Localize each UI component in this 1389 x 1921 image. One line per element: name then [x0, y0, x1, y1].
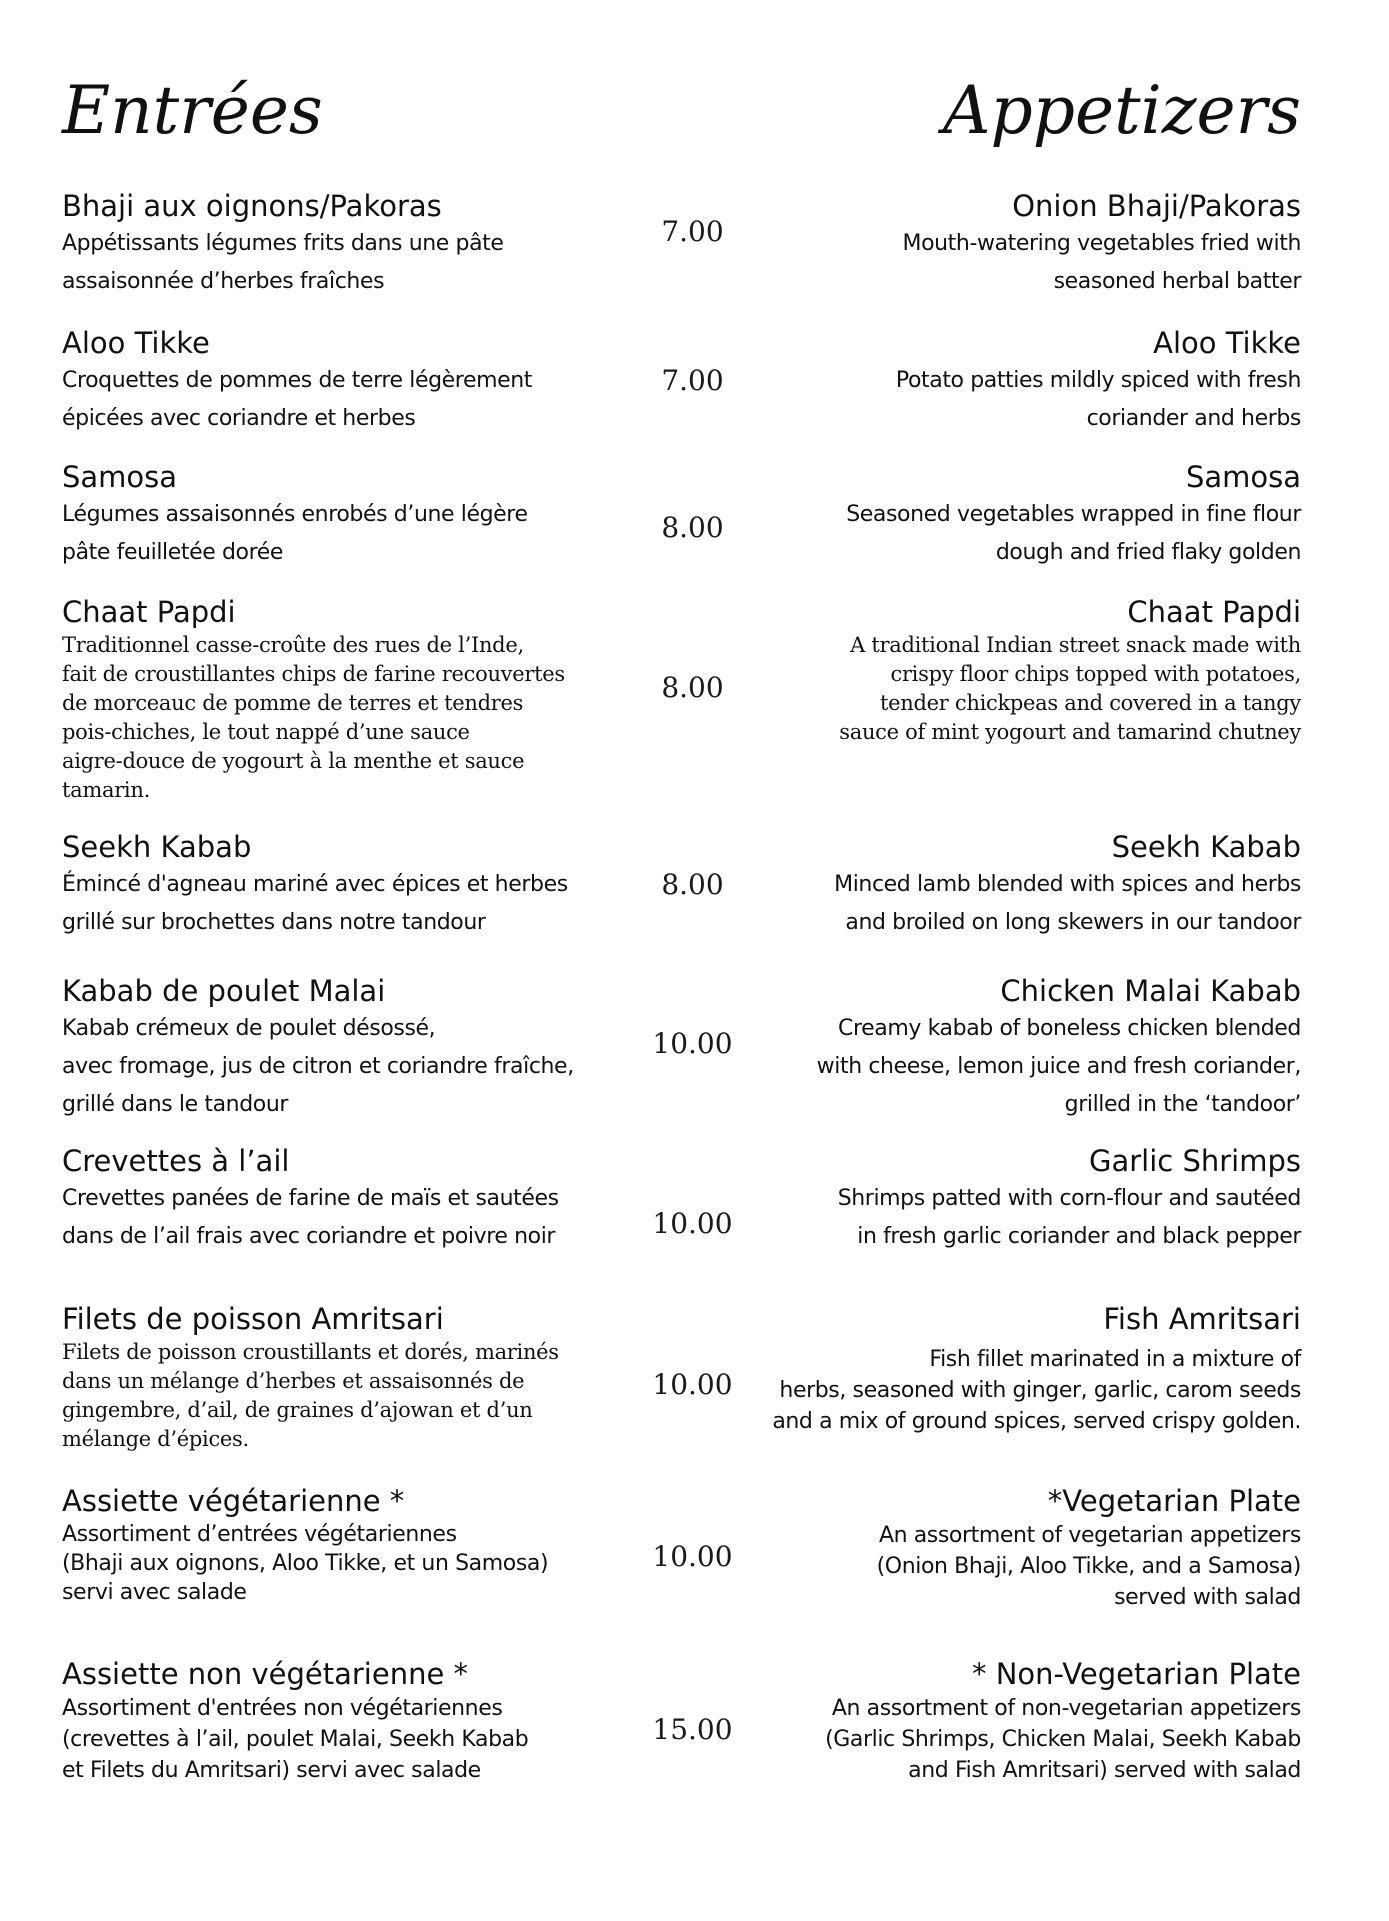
- description-line: crispy floor chips topped with potatoes,: [890, 662, 1301, 686]
- description-line: Potato patties mildly spiced with fresh: [895, 368, 1301, 393]
- description-line: An assortment of non-vegetarian appetizers: [831, 1696, 1301, 1721]
- description-line: and Fish Amritsari) served with salad: [908, 1758, 1301, 1783]
- french-entry: [62, 458, 642, 572]
- french-item-name: Assiette végétarienne *: [62, 1484, 405, 1518]
- french-entry: [62, 593, 642, 805]
- english-entry: [741, 828, 1301, 942]
- french-item-description: [62, 631, 642, 805]
- english-entry: [741, 1142, 1301, 1256]
- french-item-name: Bhaji aux oignons/Pakoras: [62, 189, 442, 223]
- description-line: tender chickpeas and covered in a tangy: [880, 691, 1301, 715]
- description-line: et Filets du Amritsari) servi avec salade: [62, 1758, 481, 1783]
- item-price: 15.00: [652, 1713, 733, 1746]
- description-line: and broiled on long skewers in our tandoor: [845, 910, 1301, 935]
- french-entry: [62, 1142, 642, 1256]
- description-line: Shrimps patted with corn-flour and sautéed: [837, 1186, 1301, 1211]
- description-line: Traditionnel casse-croûte des rues de l’Inde,: [62, 633, 524, 657]
- description-line: Fish fillet marinated in a mixture of: [929, 1347, 1301, 1372]
- description-line: Assortiment d’entrées végétariennes: [62, 1522, 457, 1547]
- french-item-name: Assiette non végétarienne *: [62, 1657, 469, 1691]
- description-line: coriander and herbs: [1086, 406, 1301, 431]
- english-item-name: Chaat Papdi: [1127, 595, 1301, 629]
- french-item-description: [62, 1693, 642, 1786]
- english-entry: [741, 458, 1301, 572]
- english-entry: [741, 593, 1301, 747]
- french-item-description: [62, 1338, 642, 1454]
- description-line: assaisonnée d’herbes fraîches: [62, 269, 385, 294]
- description-line: avec fromage, jus de citron et coriandre fraîche,: [62, 1054, 574, 1079]
- french-item-description: [62, 1180, 642, 1256]
- description-line: mélange d’épices.: [62, 1427, 249, 1451]
- french-item-description: [62, 1010, 642, 1124]
- french-item-name: Samosa: [62, 460, 178, 494]
- item-price: 10.00: [652, 1207, 733, 1240]
- french-entry: [62, 972, 642, 1124]
- french-item-description: [62, 225, 642, 301]
- description-line: grillé dans le tandour: [62, 1092, 289, 1117]
- description-line: Crevettes panées de farine de maïs et sautées: [62, 1186, 559, 1211]
- description-line: Mouth-watering vegetables fried with: [902, 231, 1301, 256]
- description-line: seasoned herbal batter: [1053, 269, 1301, 294]
- french-entry: [62, 828, 642, 942]
- french-item-name: Chaat Papdi: [62, 595, 236, 629]
- description-line: Kabab crémeux de poulet désossé,: [62, 1016, 436, 1041]
- english-item-description: [741, 1010, 1301, 1124]
- description-line: dough and fried flaky golden: [995, 540, 1301, 565]
- header-entrees: Entrées: [62, 72, 323, 149]
- english-item-name: * Non-Vegetarian Plate: [972, 1657, 1301, 1691]
- description-line: Émincé d'agneau mariné avec épices et herbes: [62, 872, 568, 897]
- english-item-description: [741, 1180, 1301, 1256]
- french-item-name: Crevettes à l’ail: [62, 1144, 290, 1178]
- description-line: herbs, seasoned with ginger, garlic, carom seeds: [779, 1378, 1301, 1403]
- english-item-name: *Vegetarian Plate: [1047, 1484, 1301, 1518]
- english-item-name: Aloo Tikke: [1153, 326, 1301, 360]
- description-line: dans de l’ail frais avec coriandre et poivre noir: [62, 1224, 556, 1249]
- french-entry: [62, 324, 642, 438]
- description-line: (Garlic Shrimps, Chicken Malai, Seekh Kabab: [825, 1727, 1301, 1752]
- english-item-description: [741, 225, 1301, 301]
- english-item-name: Samosa: [1185, 460, 1301, 494]
- english-entry: [741, 324, 1301, 438]
- item-price: 7.00: [661, 215, 724, 248]
- description-line: Creamy kabab of boneless chicken blended: [838, 1016, 1301, 1041]
- french-item-name: Filets de poisson Amritsari: [62, 1302, 444, 1336]
- description-line: in fresh garlic coriander and black pepper: [857, 1224, 1301, 1249]
- description-line: Seasoned vegetables wrapped in fine flour: [846, 502, 1301, 527]
- french-item-name: Seekh Kabab: [62, 830, 252, 864]
- description-line: aigre-douce de yogourt à la menthe et sauce: [62, 749, 525, 773]
- french-entry: [62, 1482, 642, 1607]
- english-entry: [741, 1300, 1301, 1437]
- description-line: A traditional Indian street snack made with: [850, 633, 1301, 657]
- description-line: (Onion Bhaji, Aloo Tikke, and a Samosa): [876, 1554, 1301, 1579]
- english-entry: [741, 1482, 1301, 1613]
- description-line: Filets de poisson croustillants et dorés, marinés: [62, 1340, 559, 1364]
- description-line: An assortment of vegetarian appetizers: [878, 1523, 1301, 1548]
- english-item-description: [741, 362, 1301, 438]
- french-entry: [62, 187, 642, 301]
- description-line: pois-chiches, le tout nappé d’une sauce: [62, 720, 470, 744]
- french-entry: [62, 1655, 642, 1786]
- english-entry: [741, 972, 1301, 1124]
- description-line: Minced lamb blended with spices and herbs: [834, 872, 1301, 897]
- item-price: 10.00: [652, 1027, 733, 1060]
- description-line: pâte feuilletée dorée: [62, 540, 284, 565]
- french-item-description: [62, 362, 642, 438]
- english-item-name: Fish Amritsari: [1103, 1302, 1301, 1336]
- english-item-description: [741, 1693, 1301, 1786]
- french-entry: [62, 1300, 642, 1454]
- description-line: and a mix of ground spices, served crispy golden.: [772, 1409, 1301, 1434]
- english-entry: [741, 1655, 1301, 1786]
- english-item-description: [741, 866, 1301, 942]
- header-appetizers: Appetizers: [942, 72, 1301, 149]
- description-line: Assortiment d'entrées non végétariennes: [62, 1696, 503, 1721]
- description-line: dans un mélange d’herbes et assaisonnés de: [62, 1369, 525, 1393]
- description-line: gingembre, d’ail, de graines d’ajowan et d’un: [62, 1398, 533, 1422]
- description-line: Croquettes de pommes de terre légèrement: [62, 368, 533, 393]
- description-line: grillé sur brochettes dans notre tandour: [62, 910, 486, 935]
- item-price: 8.00: [661, 868, 724, 901]
- description-line: Légumes assaisonnés enrobés d’une légère: [62, 502, 528, 527]
- english-item-name: Onion Bhaji/Pakoras: [1012, 189, 1301, 223]
- item-price: 8.00: [661, 671, 724, 704]
- english-item-name: Seekh Kabab: [1111, 830, 1301, 864]
- description-line: fait de croustillantes chips de farine recouvertes: [62, 662, 565, 686]
- french-item-description: [62, 866, 642, 942]
- french-item-name: Aloo Tikke: [62, 326, 210, 360]
- english-item-name: Chicken Malai Kabab: [1000, 974, 1301, 1008]
- item-price: 8.00: [661, 511, 724, 544]
- description-line: de morceauc de pomme de terres et tendres: [62, 691, 524, 715]
- description-line: with cheese, lemon juice and fresh coriander,: [816, 1054, 1301, 1079]
- french-item-description: [62, 1520, 642, 1607]
- description-line: grilled in the ‘tandoor’: [1064, 1092, 1301, 1117]
- description-line: (crevettes à l’ail, poulet Malai, Seekh Kabab: [62, 1727, 529, 1752]
- english-item-description: [741, 496, 1301, 572]
- description-line: Appétissants légumes frits dans une pâte: [62, 231, 504, 256]
- description-line: servi avec salade: [62, 1580, 247, 1605]
- description-line: served with salad: [1114, 1585, 1301, 1610]
- english-item-description: [741, 1520, 1301, 1613]
- english-item-description: [741, 1338, 1301, 1437]
- english-entry: [741, 187, 1301, 301]
- item-price: 10.00: [652, 1540, 733, 1573]
- english-item-name: Garlic Shrimps: [1089, 1144, 1301, 1178]
- item-price: 10.00: [652, 1368, 733, 1401]
- english-item-description: [741, 631, 1301, 747]
- french-item-name: Kabab de poulet Malai: [62, 974, 386, 1008]
- description-line: (Bhaji aux oignons, Aloo Tikke, et un Samosa): [62, 1551, 549, 1576]
- description-line: épicées avec coriandre et herbes: [62, 406, 416, 431]
- description-line: sauce of mint yogourt and tamarind chutney: [839, 720, 1301, 744]
- french-item-description: [62, 496, 642, 572]
- item-price: 7.00: [661, 364, 724, 397]
- description-line: tamarin.: [62, 778, 150, 802]
